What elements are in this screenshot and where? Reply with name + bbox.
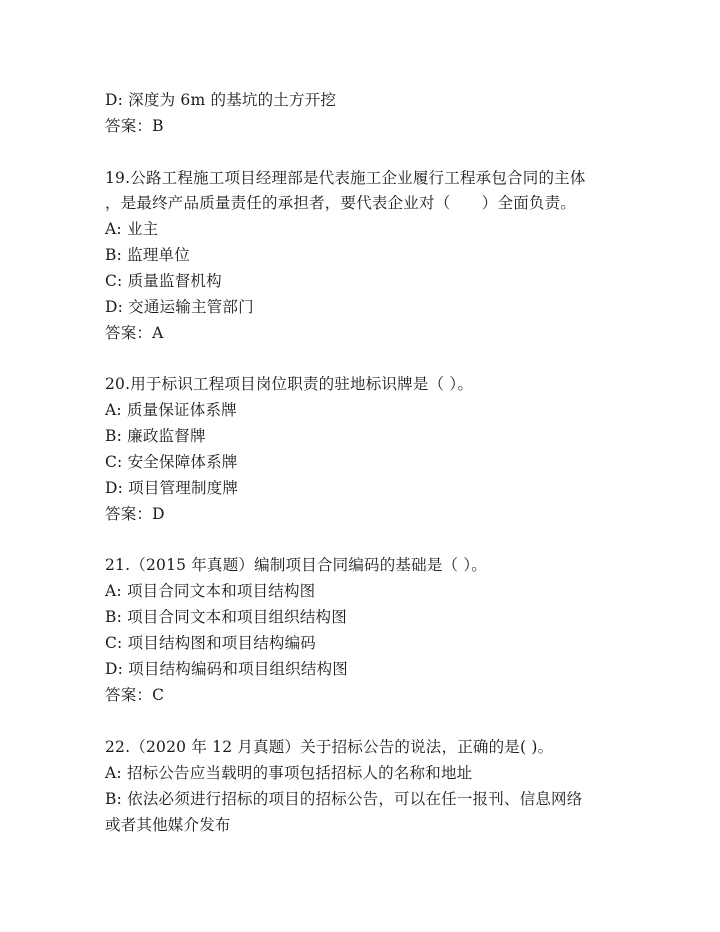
q22-option-b-line1: B: 依法必须进行招标的项目的招标公告，可以在任一报刊、信息网络 <box>105 790 583 808</box>
q19-stem-line2: ，是最终产品质量责任的承担者，要代表企业对（ ）全面负责。 <box>105 194 577 212</box>
q19-option-a: A: 业主 <box>105 220 159 238</box>
q19-option-d: D: 交通运输主管部门 <box>105 298 254 316</box>
q20-option-b: B: 廉政监督牌 <box>105 427 206 445</box>
q21-option-a: A: 项目合同文本和项目结构图 <box>105 582 316 600</box>
fragment-option-d: D: 深度为 6m 的基坑的土方开挖 <box>105 91 337 109</box>
q20-option-c: C: 安全保障体系牌 <box>105 453 238 471</box>
q22-option-a: A: 招标公告应当载明的事项包括招标人的名称和地址 <box>105 764 473 782</box>
q19-option-c: C: 质量监督机构 <box>105 272 222 290</box>
q21-stem: 21.（2015 年真题）编制项目合同编码的基础是（ ）。 <box>105 556 488 574</box>
q19-answer: 答案：A <box>105 324 164 342</box>
q22-option-b-line2: 或者其他媒介发布 <box>105 816 231 834</box>
q21-option-b: B: 项目合同文本和项目组织结构图 <box>105 608 347 626</box>
q20-stem: 20.用于标识工程项目岗位职责的驻地标识牌是（ ）。 <box>105 375 474 393</box>
q19-stem-line1: 19.公路工程施工项目经理部是代表施工企业履行工程承包合同的主体 <box>105 169 586 187</box>
q20-option-a: A: 质量保证体系牌 <box>105 401 237 419</box>
q21-option-c: C: 项目结构图和项目结构编码 <box>105 634 317 652</box>
q21-option-d: D: 项目结构编码和项目组织结构图 <box>105 660 348 678</box>
q21-answer: 答案：C <box>105 686 165 704</box>
fragment-answer: 答案：B <box>105 117 164 135</box>
q20-answer: 答案：D <box>105 505 165 523</box>
q19-option-b: B: 监理单位 <box>105 246 190 264</box>
q22-stem: 22.（2020 年 12 月真题）关于招标公告的说法，正确的是( )。 <box>105 738 554 756</box>
q20-option-d: D: 项目管理制度牌 <box>105 479 239 497</box>
